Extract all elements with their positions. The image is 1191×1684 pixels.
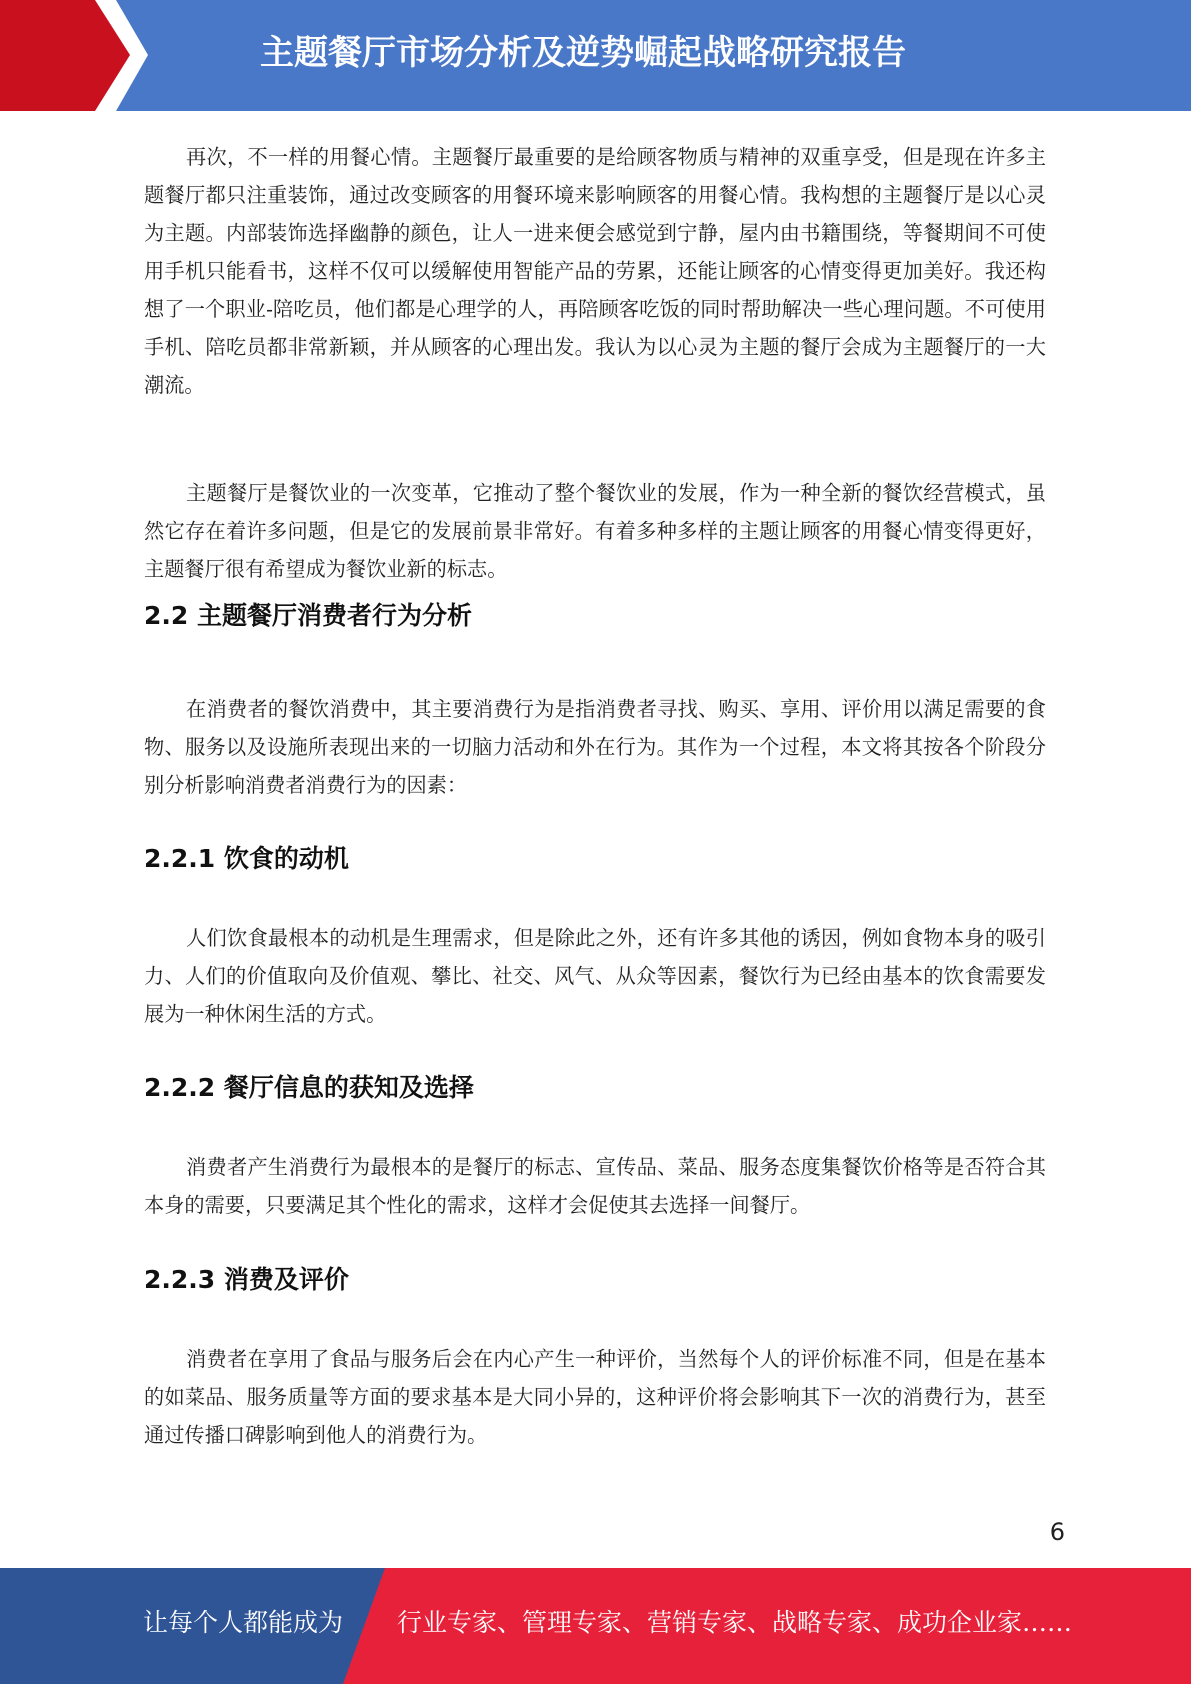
footer-slogan-left: 让每个人都能成为 — [143, 1608, 344, 1637]
subsection-heading: 2.2.3 消费及评价 — [144, 1265, 349, 1294]
subsection-heading: 2.2.2 餐厅信息的获知及选择 — [144, 1073, 474, 1102]
section-heading: 2.2 主题餐厅消费者行为分析 — [144, 601, 472, 630]
paragraph: 人们饮食最根本的动机是生理需求，但是除此之外，还有许多其他的诱因，例如食物本身的吸引力、人们的价值取向及价值观、攀比、社交、风气、从众等因素，餐饮行为已经由基本的饮食需要发展为一种休闲生活的方式。 — [144, 926, 1046, 1026]
header-banner — [0, 0, 1191, 111]
footer-slogan-right: 行业专家、管理专家、营销专家、战略专家、成功企业家…… — [397, 1608, 1073, 1637]
paragraph: 在消费者的餐饮消费中，其主要消费行为是指消费者寻找、购买、享用、评价用以满足需要的食物、服务以及设施所表现出来的一切脑力活动和外在行为。其作为一个过程，本文将其按各个阶段分别分析影响消费者消费行为的因素： — [144, 697, 1046, 797]
paragraph: 再次，不一样的用餐心情。主题餐厅最重要的是给顾客物质与精神的双重享受，但是现在许多主题餐厅都只注重装饰，通过改变顾客的用餐环境来影响顾客的用餐心情。我构想的主题餐厅是以心灵为主题。内部装饰选择幽静的颜色，让人一进来便会感觉到宁静，屋内由书籍围绕，等餐期间不可使用手机只能看书，这样不仅可以缓解使用智能产品的劳累，还能让顾客的心情变得更加美好。我还构想了一个职业-陪吃员，他们都是心理学的人，再陪顾客吃饭的同时帮助解决一些心理问题。不可使用手机、陪吃员都非常新颖，并从顾客的心理出发。我认为以心灵为主题的餐厅会成为主题餐厅的一大潮流。 — [144, 145, 1046, 397]
paragraph: 消费者产生消费行为最根本的是餐厅的标志、宣传品、菜品、服务态度集餐饮价格等是否符合其本身的需要，只要满足其个性化的需求，这样才会促使其去选择一间餐厅。 — [144, 1155, 1046, 1217]
paragraph: 消费者在享用了食品与服务后会在内心产生一种评价，当然每个人的评价标准不同，但是在基本的如菜品、服务质量等方面的要求基本是大同小异的，这种评价将会影响其下一次的消费行为，甚至通过传播口碑影响到他人的消费行为。 — [144, 1347, 1046, 1447]
footer-banner — [0, 1568, 1191, 1684]
paragraph: 主题餐厅是餐饮业的一次变革，它推动了整个餐饮业的发展，作为一种全新的餐饮经营模式，虽然它存在着许多问题，但是它的发展前景非常好。有着多种多样的主题让顾客的用餐心情变得更好，主题餐厅很有希望成为餐饮业新的标志。 — [144, 481, 1046, 581]
page-number: 6 — [1049, 1518, 1065, 1546]
subsection-heading: 2.2.1 饮食的动机 — [144, 844, 349, 873]
report-title: 主题餐厅市场分析及逆势崛起战略研究报告 — [260, 33, 906, 73]
